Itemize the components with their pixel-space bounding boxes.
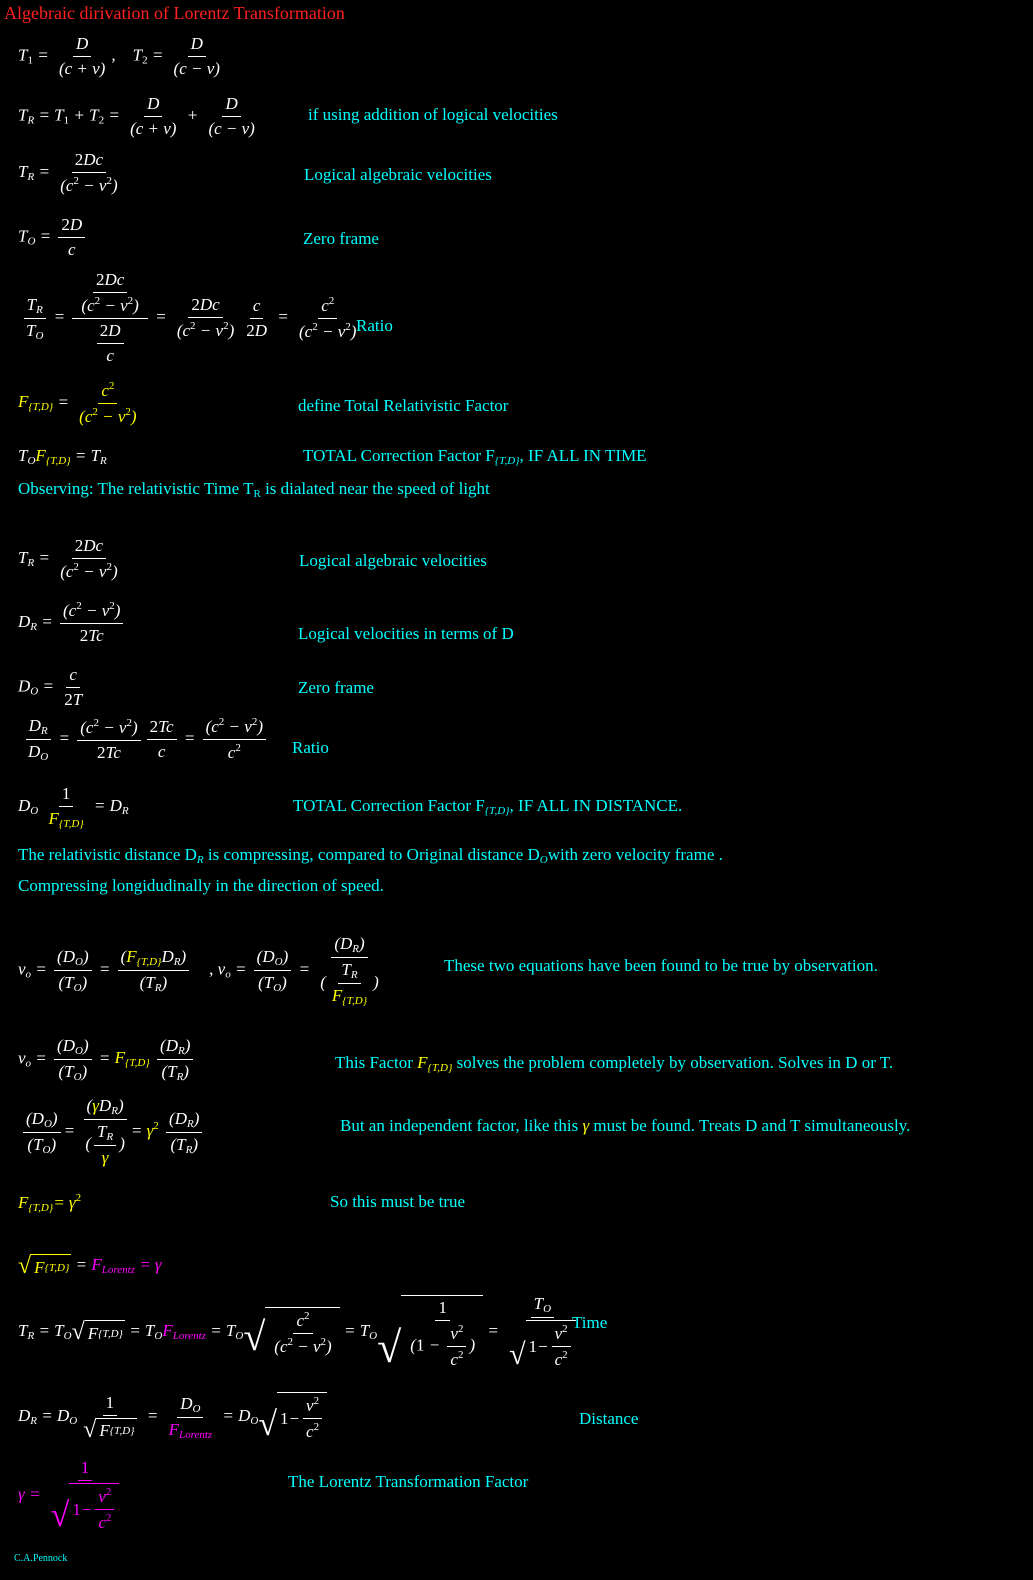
label-suffix: , IF ALL IN DISTANCE.: [509, 796, 683, 815]
compressing-part-a: The relativistic distance D: [18, 845, 197, 864]
compressing-part-c: with zero velocity frame .: [547, 845, 723, 864]
observing-label: Observing: The relativistic Time T: [18, 479, 254, 498]
equation-do: $D_O$ = $\frac{c}{2T}$: [18, 665, 83, 709]
label-text: TOTAL Correction Factor F: [293, 796, 485, 815]
equation-tr-sum: $T_R = T_1 + T_2$ = $\frac{D}{(c + v)}$ + $\frac{D}{(c - v)}$: [18, 94, 255, 138]
label-ratio: Ratio: [356, 316, 393, 335]
label-if-using-addition: if using addition of logical velocities: [308, 105, 558, 124]
compressing-text-2: Compressing longidudinally in the direction of speed.: [18, 876, 384, 895]
equation-length-contraction: $D_R = D_O$ 1 √ F {T,D} = $\frac{D_O}{F_{Lorentz}}$ = $D_O$ √ 1 − $\frac{v^2}{c^2}$: [18, 1392, 327, 1442]
equation-gamma-independent: $\frac{(D_O)}{(T_O)}$ = $(\gamma D_R)$ ( $\frac{T_R}{\gamma}$ ) = $\gamma^2$ $\frac{(D_R)}{(T_R)}$: [20, 1096, 205, 1168]
observing-suffix: is dialated near the speed of light: [260, 479, 490, 498]
label-ratio-2: Ratio: [292, 738, 329, 757]
label-total-correction-distance: TOTAL Correction Factor $F_{\{T,D\}}$, IF ALL IN DISTANCE.: [293, 796, 683, 817]
equation-tr-2: $T_R$ = $\frac{2Dc}{(c^2 - v^2)}$: [18, 536, 118, 581]
compressing-text-1: The relativistic distance $D_R$ is compressing, compared to Original distance $D_Owith$ zero velocity frame .: [18, 845, 723, 866]
label-logical-algebraic-2: Logical algebraic velocities: [299, 551, 487, 570]
equation-t1-t2: $T_1$ = $\frac{D}{(c + v)}$ , $T_2$ = $\frac{D}{(c - v)}$: [18, 34, 220, 78]
label-this-factor: This Factor $F_{\{T,D\}}$ solves the problem completely by observation. Solves in D or T.: [335, 1053, 894, 1074]
label-zero-frame: Zero frame: [303, 229, 379, 248]
this-factor-part-a: This Factor: [335, 1053, 418, 1072]
equation-velocity-observation: $v_o$ = $\frac{(D_O)}{(T_O)}$ = $\frac{(F_{\{T,D\}}D_R)}{(T_R)}$ , $v_o$ = $\frac{(D_O)}{(T_O)}$ = $(D_R)$ ( $\frac{T_R}{F_{\{T,D\}}}$ ): [18, 934, 379, 1007]
equation-tr: $T_R$ = $\frac{2Dc}{(c^2 - v^2)}$: [18, 150, 118, 195]
label-zero-frame-2: Zero frame: [298, 678, 374, 697]
page-title: Algebraic dirivation of Lorentz Transformation: [4, 3, 345, 23]
label-time: Time: [572, 1313, 608, 1332]
equation-to: $T_O$ = $\frac{2D}{c}$: [18, 215, 88, 260]
footer-author: C.A.Pennock: [14, 1553, 68, 1564]
observing-text: Observing: The relativistic Time $T_R$ is dialated near the speed of light: [18, 479, 490, 500]
label-text: TOTAL Correction Factor F: [303, 446, 495, 465]
label-distance: Distance: [579, 1409, 639, 1428]
label-must-be-true: So this must be true: [330, 1192, 466, 1211]
independent-part-b: must be found. Treats D and T simultaneously.: [589, 1116, 911, 1135]
label-two-equations: These two equations have been found to be true by observation.: [444, 956, 878, 975]
label-define-total-factor: define Total Relativistic Factor: [298, 396, 509, 415]
equation-velocity-factor: $v_o$ = $\frac{(D_O)}{(T_O)}$ = $F_{\{T,D\}}$ $\frac{(D_R)}{(T_R)}$: [18, 1036, 196, 1083]
label-total-correction-time: TOTAL Correction Factor $F_{\{T,D\}}$, IF ALL IN TIME: [303, 446, 647, 467]
label-independent-factor: But an independent factor, like this γ must be found. Treats D and T simultaneously.: [340, 1116, 911, 1135]
equation-time-dilation: $T_R = T_O$ √ F {T,D} = $T_OF_{Lorentz} = T_O$ √ $\frac{c^2}{(c^2 - v^2)}$ = $T_O$ √ 1 (1 − $\frac{v^2}{c^2}$ ) = $T_O$ √ 1 − $\frac{v^2}{c^2}$: [18, 1294, 582, 1370]
equation-f-equals-gamma-squared: $F_{\{T,D\}}= \gamma^2$: [18, 1192, 82, 1214]
equation-do-f-dr: $D_O$ $\frac{1}{F_{\{T,D\}}}$ = $D_R$: [18, 784, 129, 830]
equation-ratio-distance: $\frac{D_R}{D_O}$ = $\frac{(c^2 - v^2)}{2Tc}$ $\frac{2Tc}{c}$ = $\frac{(c^2 - v^2)}{c^2}$: [22, 716, 269, 763]
this-factor-part-b: solves the problem completely by observation. Solves in D or T.: [452, 1053, 894, 1072]
label-lorentz-factor: The Lorentz Transformation Factor: [288, 1472, 529, 1491]
equation-sqrt-f-lorentz: √ F {T,D} = $F_{Lorentz} = \gamma$: [18, 1253, 162, 1279]
equation-dr: $D_R$ = $\frac{(c^2 - v^2)}{2Tc}$: [18, 600, 126, 646]
label-suffix: , IF ALL IN TIME: [519, 446, 647, 465]
equation-to-f-tr: $T_OF_{\{T,D\}} = T_R$: [18, 446, 107, 467]
label-logical-terms-d: Logical velocities in terms of D: [298, 624, 514, 643]
compressing-part-b: is compressing, compared to Original distance D: [203, 845, 540, 864]
equation-total-factor: $F_{\{T,D\}}$ = $\frac{c^2}{(c^2 - v^2)}$: [18, 380, 137, 426]
equation-lorentz-gamma: γ = 1 √ 1 − $\frac{v^2}{c^2}$: [18, 1458, 125, 1533]
label-logical-algebraic: Logical algebraic velocities: [304, 165, 492, 184]
independent-part-a: But an independent factor, like this: [340, 1116, 583, 1135]
equation-ratio-time: $\frac{T_R}{T_O}$ = $\frac{\frac{2Dc}{(c^2 - v^2)}}{\frac{2D}{c}}$ = $\frac{2Dc}{(c^2 - v^2)}$ $\frac{c}{2D}$ = $\frac{c^2}{(c^2 - v^2)}$: [20, 270, 362, 366]
